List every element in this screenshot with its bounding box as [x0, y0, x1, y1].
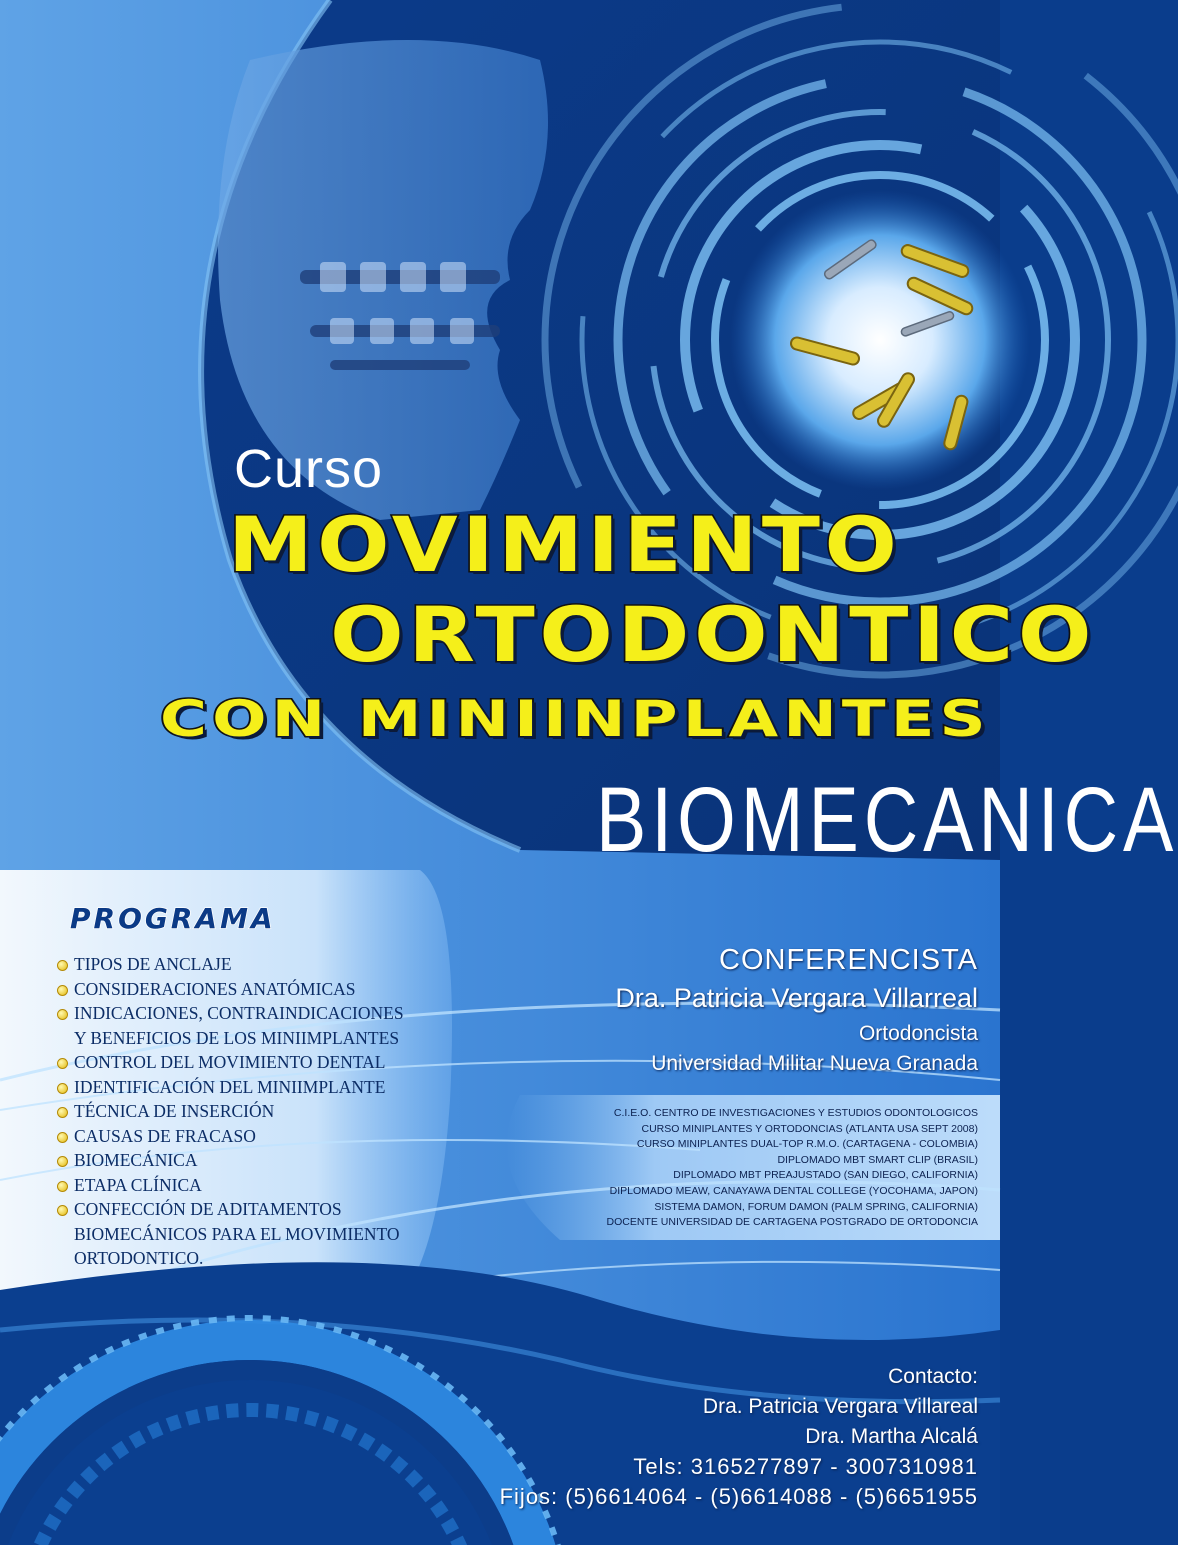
list-item — [56, 1026, 436, 1051]
speaker-university: Universidad Militar Nueva Granada — [651, 1052, 978, 1075]
speaker-role: CONFERENCISTA — [719, 944, 978, 976]
contact-heading: Contacto: — [888, 1365, 978, 1388]
contact-landlines: Fijos: (5)6614064 - (5)6614088 - (5)6651955 — [499, 1484, 978, 1509]
title-line-2: ORTODONTICO — [330, 590, 1097, 679]
list-item — [56, 1075, 436, 1100]
list-item — [56, 1222, 436, 1247]
speaker-name: Dra. Patricia Vergara Villarreal — [615, 983, 978, 1013]
list-item — [56, 977, 436, 1002]
bullet-icon — [57, 1009, 68, 1020]
contact-phones: Tels: 3165277897 - 3007310981 — [633, 1454, 978, 1479]
bullet-icon — [57, 1132, 68, 1143]
credential-item: SISTEMA DAMON, FORUM DAMON (PALM SPRING, CALIFORNIA) — [654, 1200, 978, 1213]
list-item-text: BIOMECÁNICA — [74, 1150, 198, 1170]
list-item-text: TÉCNICA DE INSERCIÓN — [74, 1101, 275, 1121]
bullet-icon — [57, 1181, 68, 1192]
title-line-3: CON MINIINPLANTES — [160, 690, 991, 748]
list-item-text: BIOMECÁNICOS PARA EL MOVIMIENTO — [74, 1223, 400, 1244]
list-item — [56, 1246, 436, 1271]
credential-item: DIPLOMADO MBT PREAJUSTADO (SAN DIEGO, CALIFORNIA) — [673, 1169, 978, 1182]
course-label: Curso — [234, 439, 384, 499]
speaker-profession: Ortodoncista — [858, 1022, 978, 1045]
list-item — [56, 1197, 436, 1222]
list-item — [56, 1050, 436, 1075]
bullet-icon — [57, 960, 68, 971]
contact-block — [500, 1362, 978, 1512]
credential-item: CURSO MINIPLANTES Y ORTODONCIAS (ATLANTA USA SEPT 2008) — [641, 1122, 978, 1135]
programa-list — [56, 952, 436, 1271]
speaker-block — [615, 944, 978, 1076]
contact-person-1: Dra. Patricia Vergara Villareal — [702, 1395, 978, 1418]
subtitle-biomecanica: BIOMECANICA — [596, 769, 1178, 871]
credential-item: C.I.E.O. CENTRO DE INVESTIGACIONES Y ESTUDIOS ODONTOLOGICOS — [613, 1107, 978, 1119]
list-item-text: INDICACIONES, CONTRAINDICACIONES — [74, 1003, 404, 1023]
list-item — [56, 1124, 436, 1149]
list-item — [56, 1148, 436, 1173]
credential-item: DOCENTE UNIVERSIDAD DE CARTAGENA POSTGRADO DE ORTODONCIA — [606, 1216, 978, 1229]
list-item-text: CONSIDERACIONES ANATÓMICAS — [74, 978, 356, 999]
list-item-text: IDENTIFICACIÓN DEL MINIIMPLANTE — [74, 1076, 386, 1097]
list-item — [56, 952, 436, 977]
bullet-icon — [57, 1083, 68, 1094]
list-item-text: CONFECCIÓN DE ADITAMENTOS — [74, 1199, 342, 1219]
list-item — [56, 1001, 436, 1026]
list-item-text: TIPOS DE ANCLAJE — [74, 954, 232, 974]
bullet-icon — [57, 1107, 68, 1118]
credential-item: DIPLOMADO MBT SMART CLIP (BRASIL) — [777, 1153, 978, 1166]
bullet-icon — [57, 1205, 68, 1216]
credential-item: CURSO MINIPLANTES DUAL-TOP R.M.O. (CARTAGENA - COLOMBIA) — [636, 1138, 978, 1151]
list-item-text: ORTODONTICO. — [74, 1248, 204, 1268]
contact-person-2: Dra. Martha Alcalá — [805, 1425, 978, 1448]
bullet-icon — [57, 1058, 68, 1069]
list-item — [56, 1099, 436, 1124]
list-item-text: CAUSAS DE FRACASO — [74, 1125, 256, 1146]
list-item — [56, 1173, 436, 1198]
list-item-text: CONTROL DEL MOVIMIENTO DENTAL — [74, 1052, 386, 1072]
credential-item: DIPLOMADO MEAW, CANAYAWA DENTAL COLLEGE (YOCOHAMA, JAPON) — [609, 1184, 978, 1197]
bullet-icon — [57, 1156, 68, 1167]
title-line-1: MOVIMIENTO — [228, 500, 902, 589]
list-item-text: Y BENEFICIOS DE LOS MINIIMPLANTES — [74, 1027, 400, 1048]
bullet-icon — [57, 985, 68, 996]
list-item-text: ETAPA CLÍNICA — [74, 1174, 202, 1195]
programa-heading: PROGRAMA — [70, 902, 276, 935]
credentials-list — [607, 1106, 978, 1231]
